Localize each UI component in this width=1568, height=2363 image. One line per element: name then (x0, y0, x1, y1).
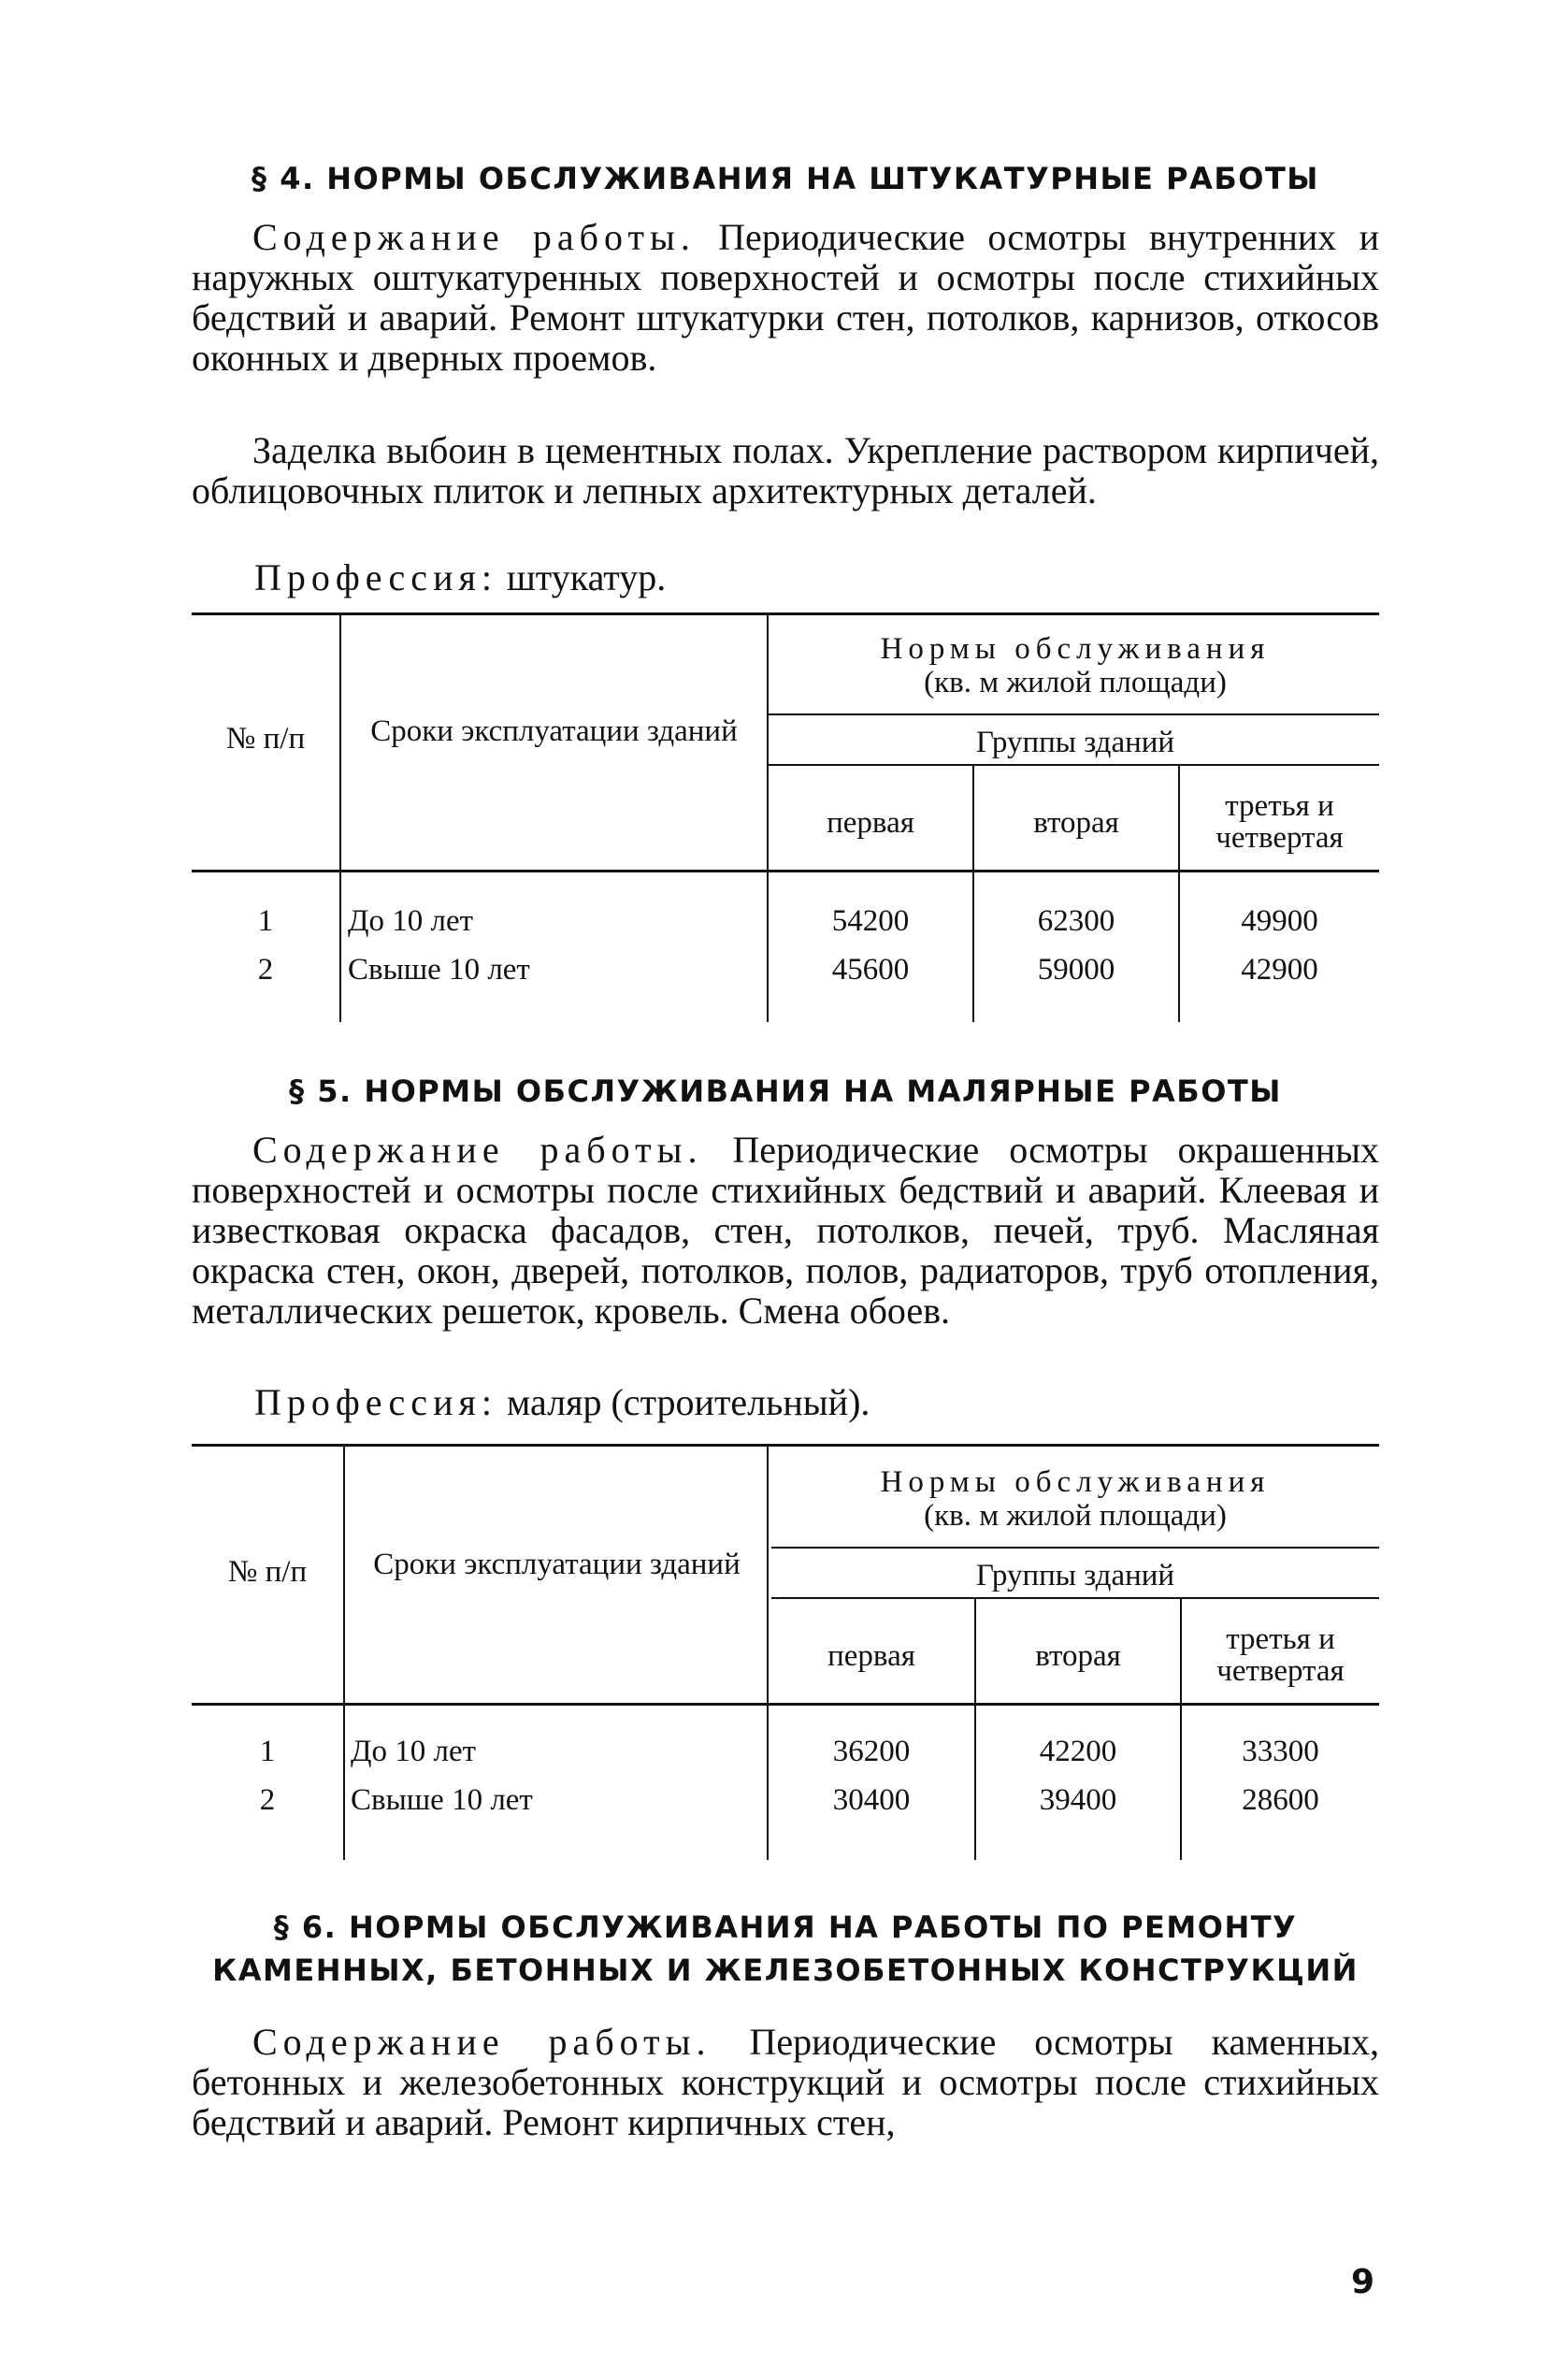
table-row-g1: 36200 (832, 1735, 911, 1768)
section-5-content (192, 1130, 1379, 1331)
table-row-g3: 49900 (1241, 904, 1318, 938)
page-number: 9 (1351, 2263, 1375, 2301)
section-6-heading-cont: КАМЕННЫХ, БЕТОННЫХ И ЖЕЛЕЗОБЕТОННЫХ КОНСТРУКЦИЙ (212, 1952, 1359, 1988)
col-norms-header: Нормы обслуживания (880, 1465, 1271, 1499)
table-row-num: 2 (259, 1783, 276, 1817)
profession-label: Профессия: (254, 1381, 497, 1423)
table-row-g1: 30400 (832, 1783, 911, 1817)
content-label: Содержание работы. (252, 216, 696, 258)
section-4-heading: § 4. НОРМЫ ОБСЛУЖИВАНИЯ НА ШТУКАТУРНЫЕ РАБОТЫ (252, 161, 1319, 196)
section-6-content (192, 2022, 1379, 2142)
section-4-profession (254, 557, 666, 598)
table-row-num: 1 (259, 1735, 276, 1768)
table-row-g1: 54200 (831, 904, 910, 938)
col-group-1-header: первая (827, 1639, 915, 1673)
section-6-heading: § 6. НОРМЫ ОБСЛУЖИВАНИЯ НА РАБОТЫ ПО РЕМОНТУ (273, 1909, 1298, 1945)
profession-value: штукатур. (506, 556, 667, 598)
table-row-term: До 10 лет (348, 904, 474, 938)
content-text: Периодические осмотры окрашенных поверхностей и осмотры после стихийных бедствий и аварий. Клеевая и известковая окраска фасадов, стен, потолков, печей, труб. Масляная окраска стен, окон, дверей, потолков, полов, радиаторов, труб отопления, металлических решеток, кровель. Смена обоев. (192, 1129, 1379, 1332)
col-num-header: № п/п (225, 722, 306, 756)
col-groups-header: Группы зданий (975, 726, 1175, 759)
profession-label: Профессия: (254, 556, 497, 598)
section-5-table (192, 1444, 1379, 1874)
content-text: Периодические осмотры внутренних и наружных оштукатуренных поверхностей и осмотры после стихийных бедствий и аварий. Ремонт штукатурки стен, потолков, карнизов, откосов оконных и дверных проемов. (192, 216, 1380, 379)
section-4-table (192, 612, 1379, 1043)
table-row-g3: 28600 (1242, 1783, 1319, 1817)
section-4-content-2: Заделка выбоин в цементных полах. Укрепление раствором кирпичей, облицовочных плиток и лепных архитектурных деталей. (192, 429, 1379, 512)
table-row-term: Свыше 10 лет (348, 953, 530, 987)
content-label: Содержание работы. (252, 2021, 712, 2063)
table-row-num: 1 (257, 904, 274, 938)
col-norms-unit: (кв. м жилой площади) (924, 1499, 1227, 1533)
col-norms-unit: (кв. м жилой площади) (924, 666, 1227, 699)
table-row-g1: 45600 (831, 953, 910, 987)
col-group-3-header-cont: четвертая (1216, 1654, 1345, 1688)
section-5-heading: § 5. НОРМЫ ОБСЛУЖИВАНИЯ НА МАЛЯРНЫЕ РАБОТЫ (289, 1073, 1282, 1109)
table-row-g2: 39400 (1039, 1783, 1117, 1817)
col-group-3-header: третья и (1226, 1622, 1335, 1656)
col-terms-header: Сроки эксплуатации зданий (373, 1548, 741, 1581)
table-row-num: 2 (257, 953, 274, 987)
col-group-2-header: вторая (1035, 1639, 1121, 1673)
col-num-header: № п/п (227, 1555, 308, 1589)
col-terms-header: Сроки эксплуатации зданий (370, 714, 738, 748)
table-row-g3: 33300 (1242, 1735, 1319, 1768)
profession-value: маляр (строительный). (506, 1381, 870, 1423)
col-group-3-header-cont: четвертая (1216, 821, 1344, 855)
col-group-1-header: первая (827, 806, 914, 840)
content-label: Содержание работы. (252, 1129, 703, 1171)
table-row-term: Свыше 10 лет (351, 1783, 533, 1817)
table-row-term: До 10 лет (351, 1735, 477, 1768)
section-4-content (192, 217, 1379, 378)
table-row-g2: 42200 (1039, 1735, 1117, 1768)
table-row-g2: 59000 (1037, 953, 1115, 987)
table-row-g3: 42900 (1241, 953, 1318, 987)
table-row-g2: 62300 (1037, 904, 1115, 938)
content-text: Периодические осмотры каменных, бетонных и железобетонных конструкций и осмотры после стихийных бедствий и аварий. Ремонт кирпичных стен, (192, 2021, 1379, 2143)
section-5-profession (254, 1382, 870, 1422)
col-group-2-header: вторая (1033, 806, 1119, 840)
col-groups-header: Группы зданий (975, 1559, 1175, 1592)
col-group-3-header: третья и (1225, 789, 1334, 823)
col-norms-header: Нормы обслуживания (880, 632, 1271, 666)
